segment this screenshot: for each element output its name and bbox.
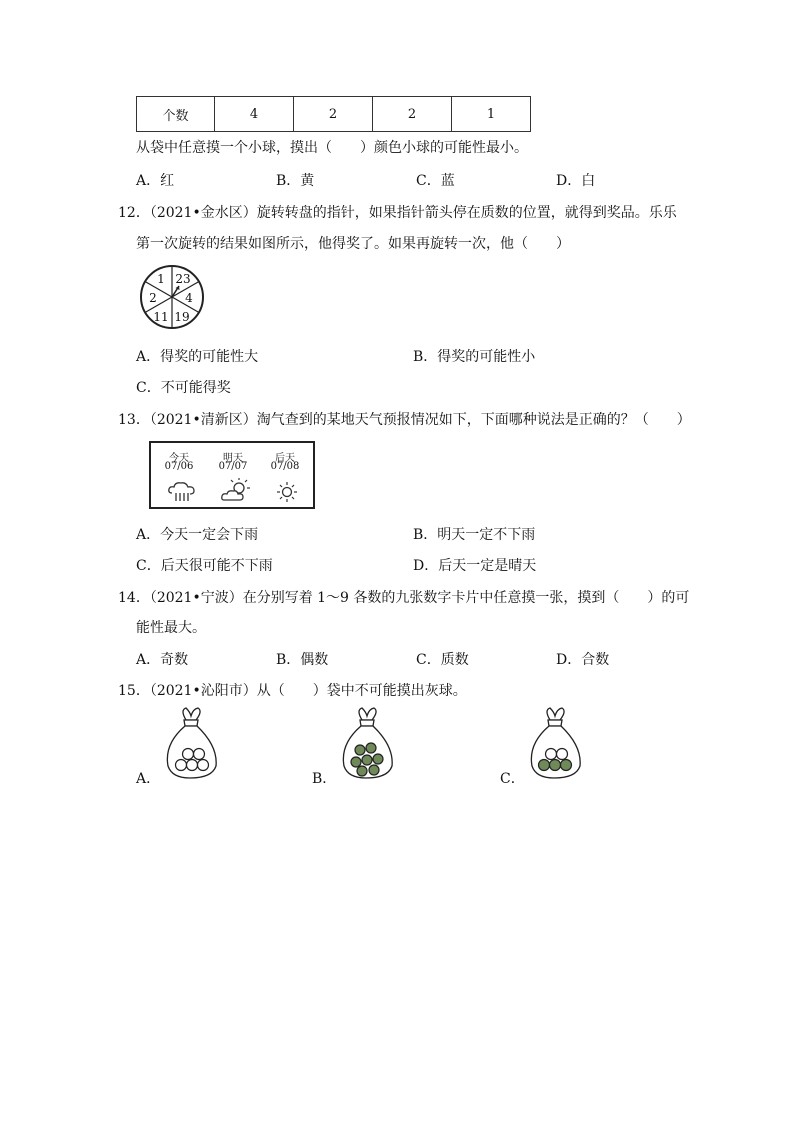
q14-stem-line1: 14．（2021•宁波）在分别写着 1～9 各数的九张数字卡片中任意摸一张，摸到（ ）的可 (118, 590, 690, 606)
bag-b-gray-balls (336, 706, 398, 782)
table-header-cell: 个数 (137, 97, 215, 132)
forecast-date: 07/06 (164, 461, 194, 472)
forecast-day: 今天 (169, 453, 189, 464)
ball-count-table (136, 96, 531, 132)
forecast-day: 后天 (275, 453, 295, 464)
rain-cloud-icon (167, 481, 197, 503)
q14-option-a[interactable]: A．奇数 (136, 652, 189, 668)
q12-stem-line1: 12．（2021•金水区）旋转转盘的指针，如果指针箭头停在质数的位置，就得到奖品。乐乐 (118, 205, 677, 221)
q13-option-b[interactable]: B．明天一定不下雨 (413, 527, 536, 543)
q11-option-c[interactable]: C．蓝 (416, 173, 455, 189)
q11-option-d[interactable]: D．白 (556, 173, 596, 189)
q11-option-a[interactable]: A．红 (136, 173, 175, 189)
q13-stem: 13．（2021•清新区）淘气查到的某地天气预报情况如下，下面哪种说法是正确的？（ ） (118, 412, 691, 428)
q11-options (136, 170, 696, 190)
q12-option-c[interactable]: C．不可能得奖 (136, 380, 231, 396)
spinner-sector-label: 23 (175, 272, 191, 286)
forecast-date: 07/07 (218, 461, 248, 472)
forecast-date: 07/08 (270, 461, 300, 472)
spinner-figure (139, 264, 205, 330)
q15-option-a[interactable]: A． (136, 771, 161, 787)
q13-option-c[interactable]: C．后天很可能不下雨 (136, 558, 273, 574)
spinner-sector-label: 1 (157, 272, 165, 286)
table-cell: 1 (452, 97, 531, 132)
q12-option-a[interactable]: A．得奖的可能性大 (136, 349, 259, 365)
q14-stem-line2: 能性最大。 (136, 620, 206, 636)
q13-option-d[interactable]: D．后天一定是晴天 (413, 558, 537, 574)
q14-option-b[interactable]: B．偶数 (276, 652, 329, 668)
partly-cloudy-icon (221, 479, 251, 503)
q12-option-b[interactable]: B．得奖的可能性小 (413, 349, 536, 365)
spinner-sector-label: 4 (185, 291, 193, 305)
table-cell: 4 (215, 97, 294, 132)
sun-icon (275, 481, 299, 503)
bag-a-white-balls (160, 706, 222, 782)
spinner-sector-label: 2 (149, 291, 157, 305)
q15-option-c[interactable]: C． (500, 771, 525, 787)
q11-option-b[interactable]: B．黄 (276, 173, 315, 189)
weather-forecast-panel (149, 441, 315, 509)
spinner-sector-label: 19 (174, 310, 190, 324)
table-cell: 2 (373, 97, 452, 132)
q14-option-d[interactable]: D．合数 (556, 652, 610, 668)
table-cell: 2 (294, 97, 373, 132)
bag-c-mixed-balls (524, 706, 586, 782)
q14-option-c[interactable]: C．质数 (416, 652, 469, 668)
q15-option-b[interactable]: B． (312, 771, 337, 787)
q11-stem: 从袋中任意摸一个小球，摸出（ ）颜色小球的可能性最小。 (136, 140, 528, 156)
forecast-day: 明天 (223, 453, 243, 464)
q13-option-a[interactable]: A．今天一定会下雨 (136, 527, 259, 543)
q14-options (136, 649, 696, 669)
spinner-sector-label: 11 (153, 310, 169, 324)
table-row (137, 97, 531, 132)
q12-stem-line2: 第一次旋转的结果如图所示，他得奖了。如果再旋转一次，他（ ） (136, 236, 570, 252)
q15-stem: 15．（2021•沁阳市）从（ ）袋中不可能摸出灰球。 (118, 683, 467, 699)
